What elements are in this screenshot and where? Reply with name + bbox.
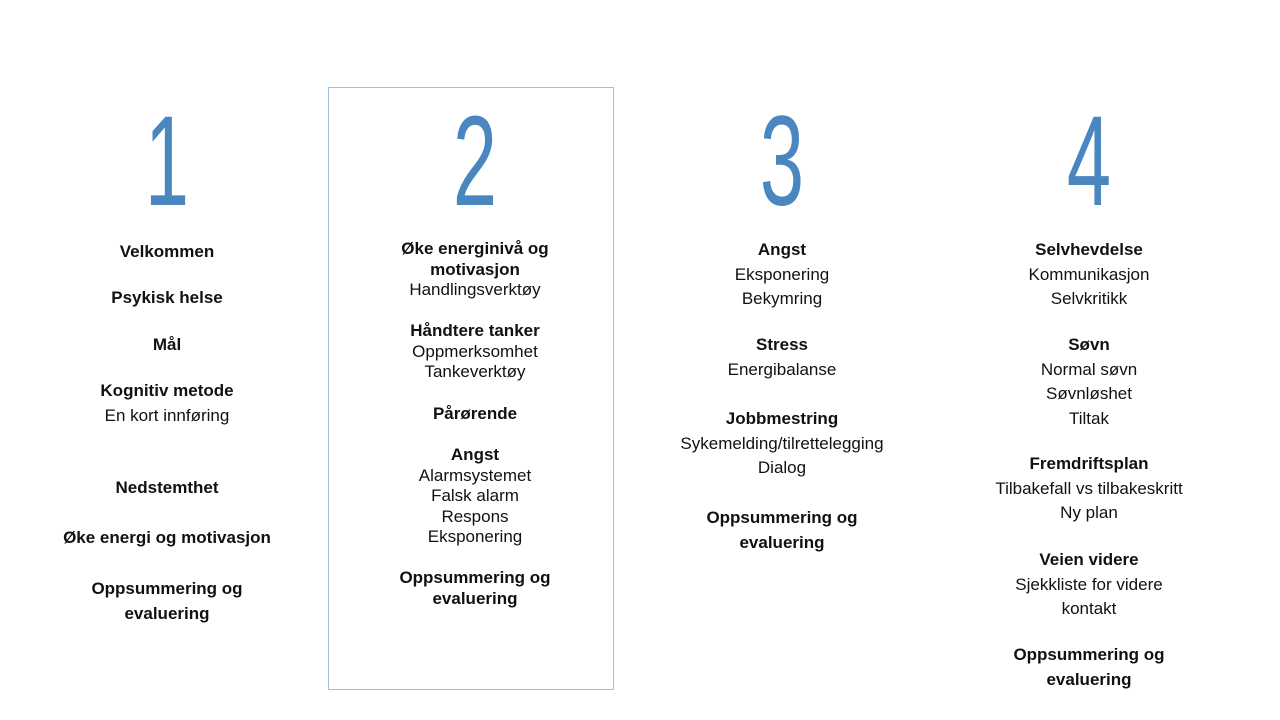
topic-subitem: Dialog — [757, 458, 807, 478]
topic-subitem: Oppmerksomhet — [412, 341, 538, 361]
topic-heading: Oppsummering og — [91, 579, 243, 598]
topic-heading: Håndtere tanker — [410, 321, 540, 340]
topic-group — [17, 378, 317, 428]
topic-group — [325, 321, 625, 383]
topic-group — [17, 525, 317, 550]
topic-group — [325, 568, 625, 609]
topic-group — [939, 548, 1239, 622]
topic-subitem: Falsk alarm — [431, 486, 519, 505]
topic-subitem: kontakt — [1061, 599, 1117, 618]
topic-subitem: Kommunikasjon — [1028, 264, 1150, 284]
session-number: 3 — [759, 90, 805, 233]
topic-subitem: Bekymring — [741, 289, 823, 309]
topic-heading: evaluering — [739, 532, 825, 552]
topic-subitem: Energibalanse — [727, 359, 837, 379]
session-column-3 — [632, 0, 932, 720]
session-column-4 — [939, 0, 1239, 720]
session-number: 4 — [1066, 90, 1112, 233]
topic-group — [939, 238, 1239, 312]
topic-subitem: Eksponering — [427, 527, 523, 546]
topic-subitem: Eksponering — [734, 264, 830, 284]
topic-heading: Selvhevdelse — [1035, 240, 1143, 259]
topic-heading: Oppsummering og — [1013, 645, 1165, 664]
topic-heading: Mål — [152, 335, 182, 354]
topic-subitem: Tiltak — [1069, 408, 1109, 428]
topic-group — [325, 239, 625, 301]
topic-heading: Stress — [756, 335, 808, 354]
topic-subitem: Ny plan — [1060, 503, 1118, 522]
topic-group — [17, 475, 317, 500]
topic-group — [632, 333, 932, 382]
topic-heading: Søvn — [1068, 335, 1110, 354]
topic-subitem: Selvkritikk — [1050, 289, 1128, 308]
topic-group — [17, 239, 317, 264]
topic-heading: Øke energinivå og — [401, 239, 549, 258]
topic-subitem: Normal søvn — [1040, 359, 1138, 379]
topic-subitem: Handlingsverktøy — [409, 280, 541, 299]
topic-heading: Jobbmestring — [725, 409, 839, 428]
topic-group — [325, 404, 625, 425]
topic-heading: Pårørende — [432, 404, 518, 423]
topic-heading: Psykisk helse — [111, 288, 223, 307]
topic-heading: Nedstemthet — [115, 478, 219, 497]
session-number: 1 — [144, 90, 190, 233]
topic-heading: Fremdriftsplan — [1029, 454, 1149, 473]
topic-heading: evaluering — [124, 604, 210, 623]
topic-group — [325, 445, 625, 548]
topic-subitem: Alarmsystemet — [418, 465, 532, 485]
topic-heading: Velkommen — [119, 242, 215, 261]
topic-group — [632, 407, 932, 481]
topic-group — [17, 576, 317, 626]
topic-subitem: Søvnløshet — [1046, 384, 1132, 403]
topic-heading: evaluering — [432, 588, 518, 608]
topic-heading: Angst — [450, 445, 500, 464]
topic-group — [632, 506, 932, 555]
topic-heading: Kognitiv metode — [100, 381, 234, 400]
topic-group — [17, 285, 317, 310]
topic-subitem: Sykemelding/tilrettelegging — [680, 433, 884, 453]
topic-heading: Angst — [757, 240, 807, 259]
topic-heading: Oppsummering og — [706, 508, 858, 527]
topic-subitem: Respons — [441, 506, 509, 526]
topic-heading: Oppsummering og — [399, 568, 551, 587]
session-number: 2 — [452, 90, 498, 233]
topic-group — [17, 332, 317, 357]
topic-subitem: Tankeverktøy — [424, 362, 526, 381]
topic-subitem: En kort innføring — [104, 406, 230, 425]
topic-group — [632, 238, 932, 312]
topic-heading: Øke energi og motivasjon — [63, 528, 271, 547]
topic-heading: evaluering — [1046, 669, 1132, 689]
session-column-2 — [325, 0, 625, 720]
topic-heading: Veien videre — [1039, 550, 1139, 569]
session-column-1 — [17, 0, 317, 720]
topic-subitem: Tilbakefall vs tilbakeskritt — [995, 478, 1183, 498]
topic-group — [939, 643, 1239, 692]
topic-group — [939, 452, 1239, 526]
topic-subitem: Sjekkliste for videre — [1015, 574, 1163, 594]
topic-heading: motivasjon — [430, 259, 520, 279]
topic-group — [939, 333, 1239, 431]
